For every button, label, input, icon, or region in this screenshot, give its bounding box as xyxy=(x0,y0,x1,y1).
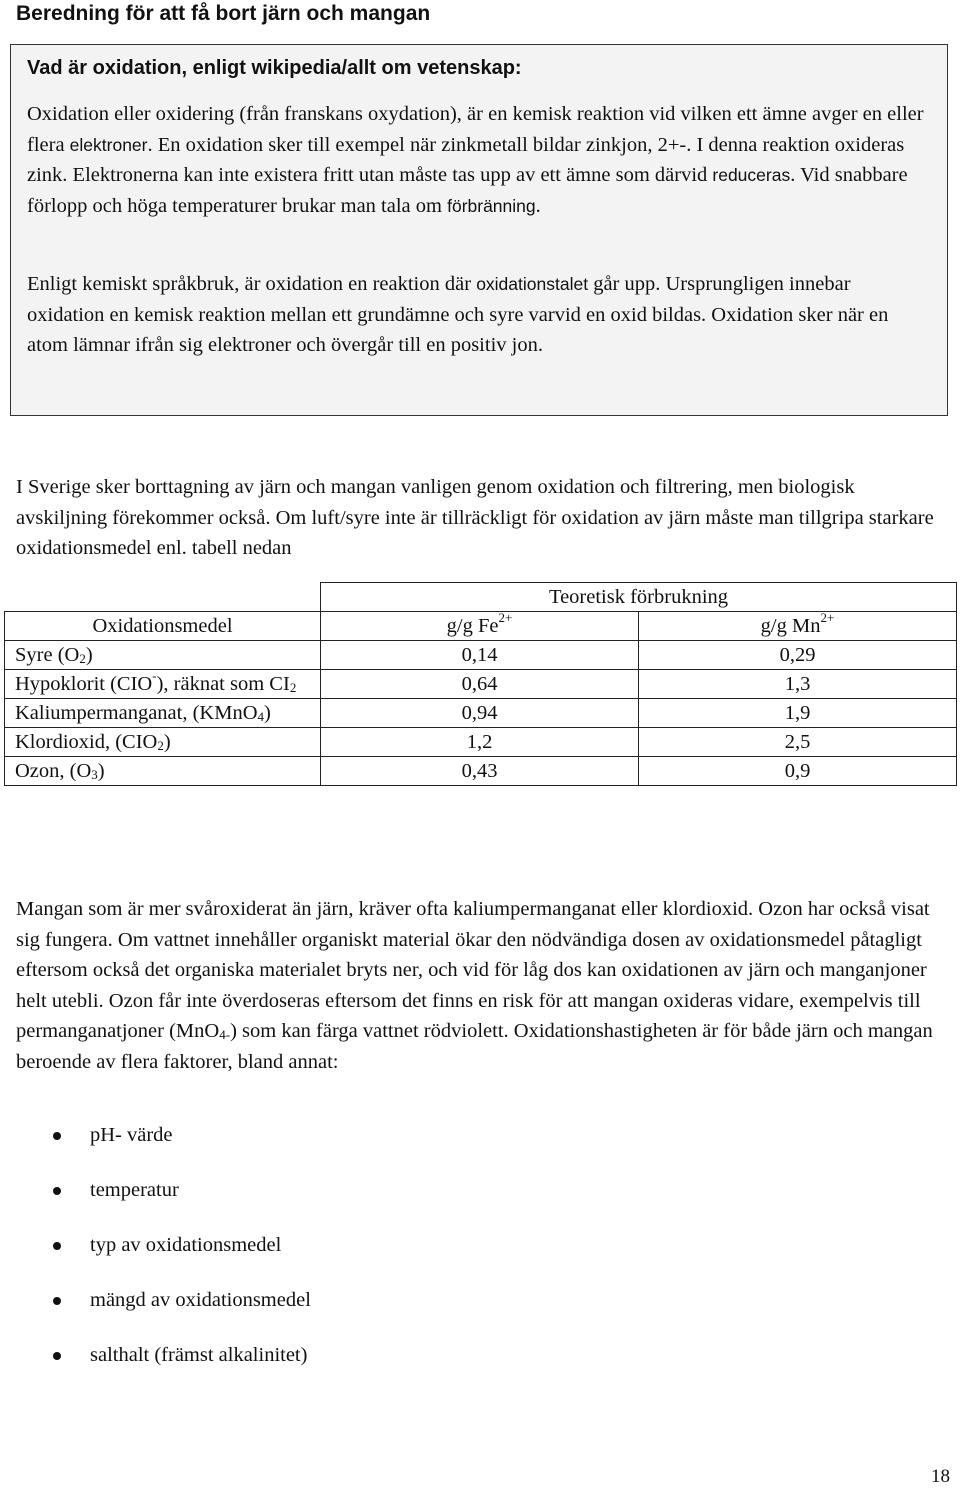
header-fe-text: g/g Fe xyxy=(446,615,499,637)
table-row xyxy=(5,670,957,699)
intro-paragraph: I Sverige sker borttagning av järn och mangan vanligen genom oxidation och filtrering, men biologisk avskiljning förekommer också. Om luft/syre inte är tillräckligt för oxidation av järn måste man tillgripa starkare oxidationsmedel enl. tabell nedan xyxy=(16,476,934,559)
oxidant-name-text: Kaliumpermanganat, (KMnO xyxy=(15,702,258,724)
fe-value: 1,2 xyxy=(321,728,639,757)
list-item-text: temperatur xyxy=(90,1179,179,1201)
oxidant-name xyxy=(5,641,321,670)
header-mn-charge: 2+ xyxy=(820,610,835,625)
definition-text: går upp. Ursprungligen innebar oxidation en kemisk reaktion mellan ett grundämne och syre varvid en oxid bildas. Oxidation sker när en atom lämnar ifrån sig elektroner och övergår till en positiv jon. xyxy=(27,273,889,356)
link-term-reduceras: reduceras xyxy=(712,165,791,185)
table-row xyxy=(5,699,957,728)
subscript: 3 xyxy=(91,767,98,782)
bullet-icon xyxy=(53,1352,61,1360)
table-row xyxy=(5,641,957,670)
list-item xyxy=(0,1120,311,1175)
subscript: 2 xyxy=(157,738,164,753)
oxidant-name-text: ), räknat som CI xyxy=(156,673,290,695)
superscript: - xyxy=(152,668,157,683)
link-term-elektroner: elektroner xyxy=(69,134,148,155)
list-item xyxy=(0,1230,311,1285)
subscript: 4- xyxy=(219,1027,231,1042)
page-number: 18 xyxy=(931,1466,950,1487)
oxidant-table xyxy=(4,582,957,786)
header-fe-charge: 2+ xyxy=(498,610,513,625)
table-group-header-row xyxy=(5,583,957,612)
header-mn-text: g/g Mn xyxy=(760,615,821,637)
oxidant-name xyxy=(5,699,321,728)
subscript: 2 xyxy=(289,680,297,695)
definition-paragraph-2 xyxy=(27,269,932,361)
list-item-text: mängd av oxidationsmedel xyxy=(90,1289,311,1311)
bullet-icon xyxy=(53,1187,61,1195)
body-text: Mangan som är mer svåroxiderat än järn, kräver ofta kaliumpermanganat eller klordioxid. Ozon har också visat sig fungera. Om vattnet innehåller organiskt material ökar den nödvändiga dosen av oxidationsmedel påtagligt eftersom också det organiska materialet bryts ner, och vid för låg dos kan oxidationen av järn och manganjoner helt utebli. Ozon får inte överdoseras eftersom det finns en risk för att mangan oxideras vidare, exempelvis till permanganatjoner (MnO xyxy=(16,898,930,1042)
definition-text: . Vid snabbare förlopp och höga temperaturer brukar man tala om xyxy=(27,164,908,217)
oxidant-name xyxy=(5,670,321,699)
subscript: 4 xyxy=(257,709,265,724)
subscript: 2 xyxy=(79,651,86,666)
oxidant-name-text: ) xyxy=(163,731,171,753)
oxidant-name-text: Hypoklorit (CIO xyxy=(15,673,153,695)
fe-value: 0,14 xyxy=(321,641,639,670)
mn-value: 0,9 xyxy=(639,757,957,786)
fe-value: 0,43 xyxy=(321,757,639,786)
body-text: ) som kan färga vattnet rödviolett. Oxidationshastigheten är för både järn och mangan beroende av flera faktorer, bland annat: xyxy=(16,1020,933,1073)
link-term-oxidationstalet: oxidationstalet xyxy=(476,274,589,294)
oxidant-name xyxy=(5,728,321,757)
oxidant-name-text: ) xyxy=(85,644,93,666)
table-group-header: Teoretisk förbrukning xyxy=(321,583,957,612)
definition-text: . xyxy=(535,194,541,217)
list-item xyxy=(0,1285,311,1340)
mn-value: 2,5 xyxy=(639,728,957,757)
fe-value: 0,64 xyxy=(321,670,639,699)
list-item-text: typ av oxidationsmedel xyxy=(90,1234,282,1256)
table-header-oxidant: Oxidationsmedel xyxy=(5,612,321,641)
definition-box xyxy=(10,44,948,416)
table-header-fe xyxy=(321,612,639,641)
bullet-icon xyxy=(53,1242,61,1250)
table-header-mn xyxy=(639,612,957,641)
mn-value: 1,9 xyxy=(639,699,957,728)
definition-box-title: Vad är oxidation, enligt wikipedia/allt om vetenskap: xyxy=(27,57,522,79)
definition-text: Oxidation eller oxidering (från franskans oxydation), är en kemisk reaktion vid vilken ett ämne avger en eller flera xyxy=(27,103,924,156)
oxidant-name-text: Syre (O xyxy=(15,644,80,666)
bullet-icon xyxy=(53,1297,61,1305)
definition-text: Enligt kemiskt språkbruk, är oxidation en reaktion där xyxy=(27,273,477,295)
mn-value: 1,3 xyxy=(639,670,957,699)
list-item xyxy=(0,1340,311,1395)
table-row xyxy=(5,728,957,757)
table-header-row xyxy=(5,612,957,641)
oxidant-name-text: Ozon, (O xyxy=(15,760,92,782)
oxidant-name-text: Klordioxid, (CIO xyxy=(15,731,158,753)
table-empty-cell xyxy=(5,583,321,612)
list-item xyxy=(0,1175,311,1230)
link-term-forbranning: förbränning xyxy=(447,195,536,216)
definition-paragraph-1 xyxy=(27,99,932,221)
body-paragraph xyxy=(16,894,946,1077)
fe-value: 0,94 xyxy=(321,699,639,728)
factor-list xyxy=(0,1120,311,1395)
oxidant-name-text: ) xyxy=(264,702,271,724)
oxidant-name-text: ) xyxy=(97,760,105,782)
definition-text: . En oxidation sker till exempel när zinkmetall bildar zinkjon, 2+-. I denna reaktion oxideras zink. Elektronerna kan inte existera fritt utan måste tas upp av ett ämne som därvid xyxy=(27,133,905,186)
list-item-text: pH- värde xyxy=(90,1124,173,1146)
list-item-text: salthalt (främst alkalinitet) xyxy=(90,1344,308,1366)
page-heading: Beredning för att få bort järn och mangan xyxy=(16,2,431,25)
table-row xyxy=(5,757,957,786)
bullet-icon xyxy=(53,1132,61,1140)
mn-value: 0,29 xyxy=(639,641,957,670)
oxidant-name xyxy=(5,757,321,786)
